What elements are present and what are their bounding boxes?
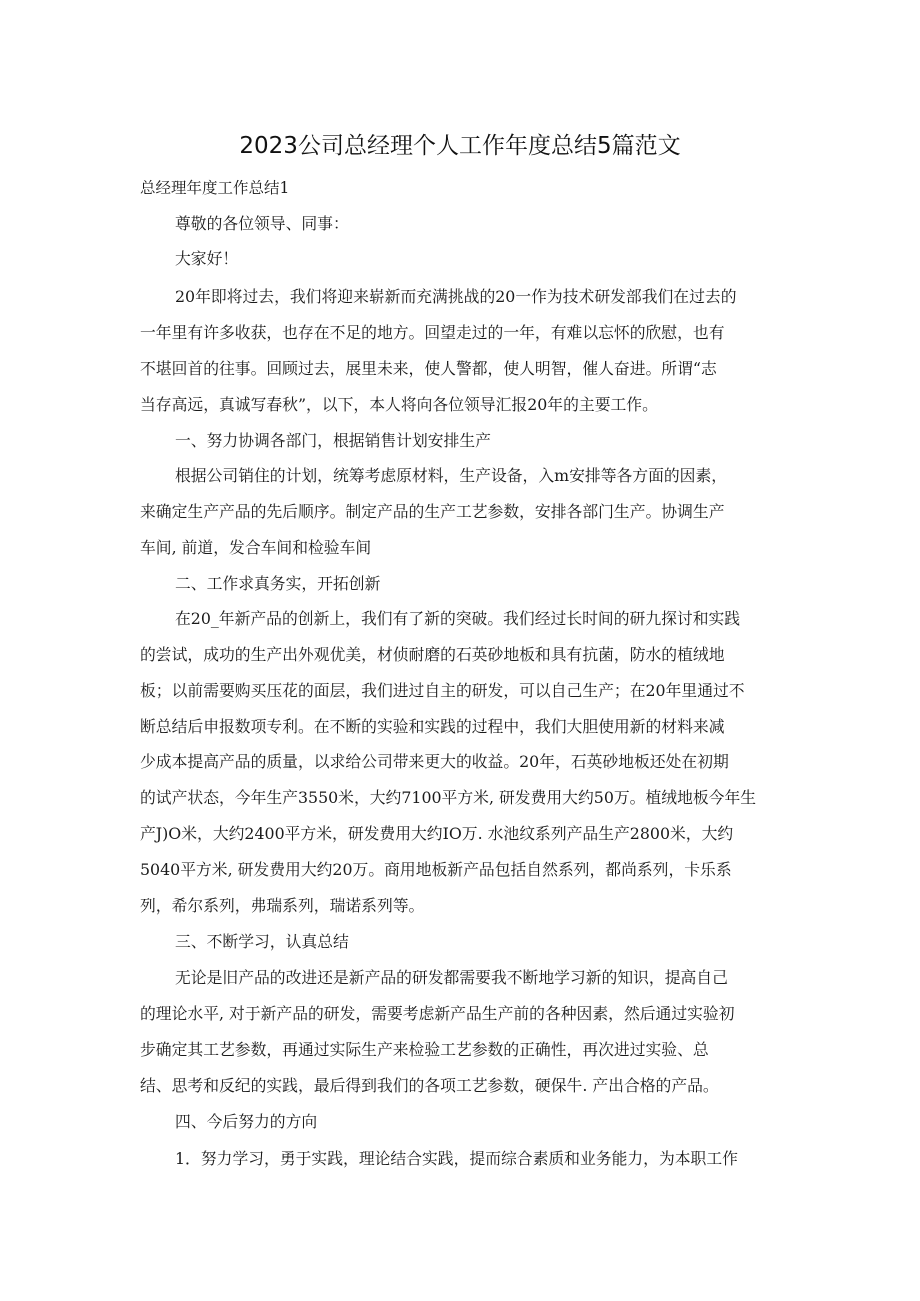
paragraph-line: 一年里有许多收获，也存在不足的地方。回望走过的一年，有难以忘怀的欣慰，也有 bbox=[140, 323, 725, 342]
paragraph-line: 结、思考和反纪的实践，最后得到我们的各项工艺参数，硬保牛. 产出合格的产品。 bbox=[140, 1076, 719, 1095]
paragraph-line: 步确定其工艺参数，再通过实际生产来检验工艺参数的正确性，再次进过实验、总 bbox=[140, 1040, 709, 1059]
paragraph-line: 车间, 前道，发合车间和检验车间 bbox=[140, 538, 372, 557]
paragraph-line: 列，希尔系列，弗瑞系列，瑞诺系列等。 bbox=[140, 896, 425, 915]
greeting-line: 尊敬的各位领导、同事： bbox=[175, 214, 349, 233]
paragraph-line: 来确定生产产品的先后顺序。制定产品的生产工艺参数，安排各部门生产。协调生产 bbox=[140, 502, 725, 521]
paragraph-line: 少成本提高产品的质量，以求给公司带来更大的收益。20年，石英砂地板还处在初期 bbox=[140, 752, 729, 771]
section-heading: 三、不断学习，认真总结 bbox=[175, 932, 349, 951]
paragraph-line: 20年即将过去，我们将迎来崭新而充满挑战的20一作为技术研发部我们在过去的 bbox=[175, 287, 737, 306]
paragraph-line: 产J)O米，大约2400平方米，研发费用大约IO万. 水池纹系列产品生产2800米，大约 bbox=[140, 824, 734, 843]
section-subtitle: 总经理年度工作总结1 bbox=[140, 179, 290, 197]
paragraph-line: 1．努力学习，勇于实践，理论结合实践，提而综合素质和业务能力，为本职工作 bbox=[175, 1149, 738, 1168]
paragraph-line: 板；以前需要购买压花的面层，我们进过自主的研发，可以自己生产；在20年里通过不 bbox=[140, 681, 745, 700]
paragraph-line: 当存高远，真诚写春秋”，以下，本人将向各位领导汇报20年的主要工作。 bbox=[140, 395, 658, 414]
paragraph-line: 在20_年新产品的创新上，我们有了新的突破。我们经过长时间的研九探讨和实践 bbox=[175, 609, 741, 628]
salutation-line: 大家好！ bbox=[175, 249, 239, 268]
paragraph-line: 的尝试，成功的生产出外观优美，材侦耐磨的石英砂地板和具有抗菌，防水的植绒地 bbox=[140, 645, 725, 664]
paragraph-line: 的理论水平, 对于新产品的研发，需要考虑新产品生产前的各种因素，然后通过实验初 bbox=[140, 1004, 735, 1023]
paragraph-line: 5040平方米, 研发费用大约20万。商用地板新产品包括自然系列，都尚系列，卡乐系 bbox=[140, 860, 732, 879]
section-heading: 二、工作求真务实，开拓创新 bbox=[175, 574, 381, 593]
paragraph-line: 无论是旧产品的改进还是新产品的研发都需要我不断地学习新的知识，提高自己 bbox=[175, 968, 728, 987]
section-heading: 四、今后努力的方向 bbox=[175, 1112, 318, 1131]
paragraph-line: 不堪回首的往事。回顾过去，展里未来，使人警都，使人明智，催人奋进。所谓“志 bbox=[140, 359, 717, 378]
document-title: 2023公司总经理个人工作年度总结5篇范文 bbox=[239, 133, 681, 159]
paragraph-line: 根据公司销住的计划，统筹考虑原材料，生产设备，入m安排等各方面的因素， bbox=[175, 466, 728, 485]
paragraph-line: 的试产状态，今年生产3550米，大约7100平方米, 研发费用大约50万。植绒地板今年生 bbox=[140, 788, 757, 807]
paragraph-line: 断总结后申报数项专利。在不断的实验和实践的过程中，我们大胆使用新的材料来减 bbox=[140, 717, 725, 736]
section-heading: 一、努力协调各部门，根据销售计划安排生产 bbox=[175, 431, 491, 450]
